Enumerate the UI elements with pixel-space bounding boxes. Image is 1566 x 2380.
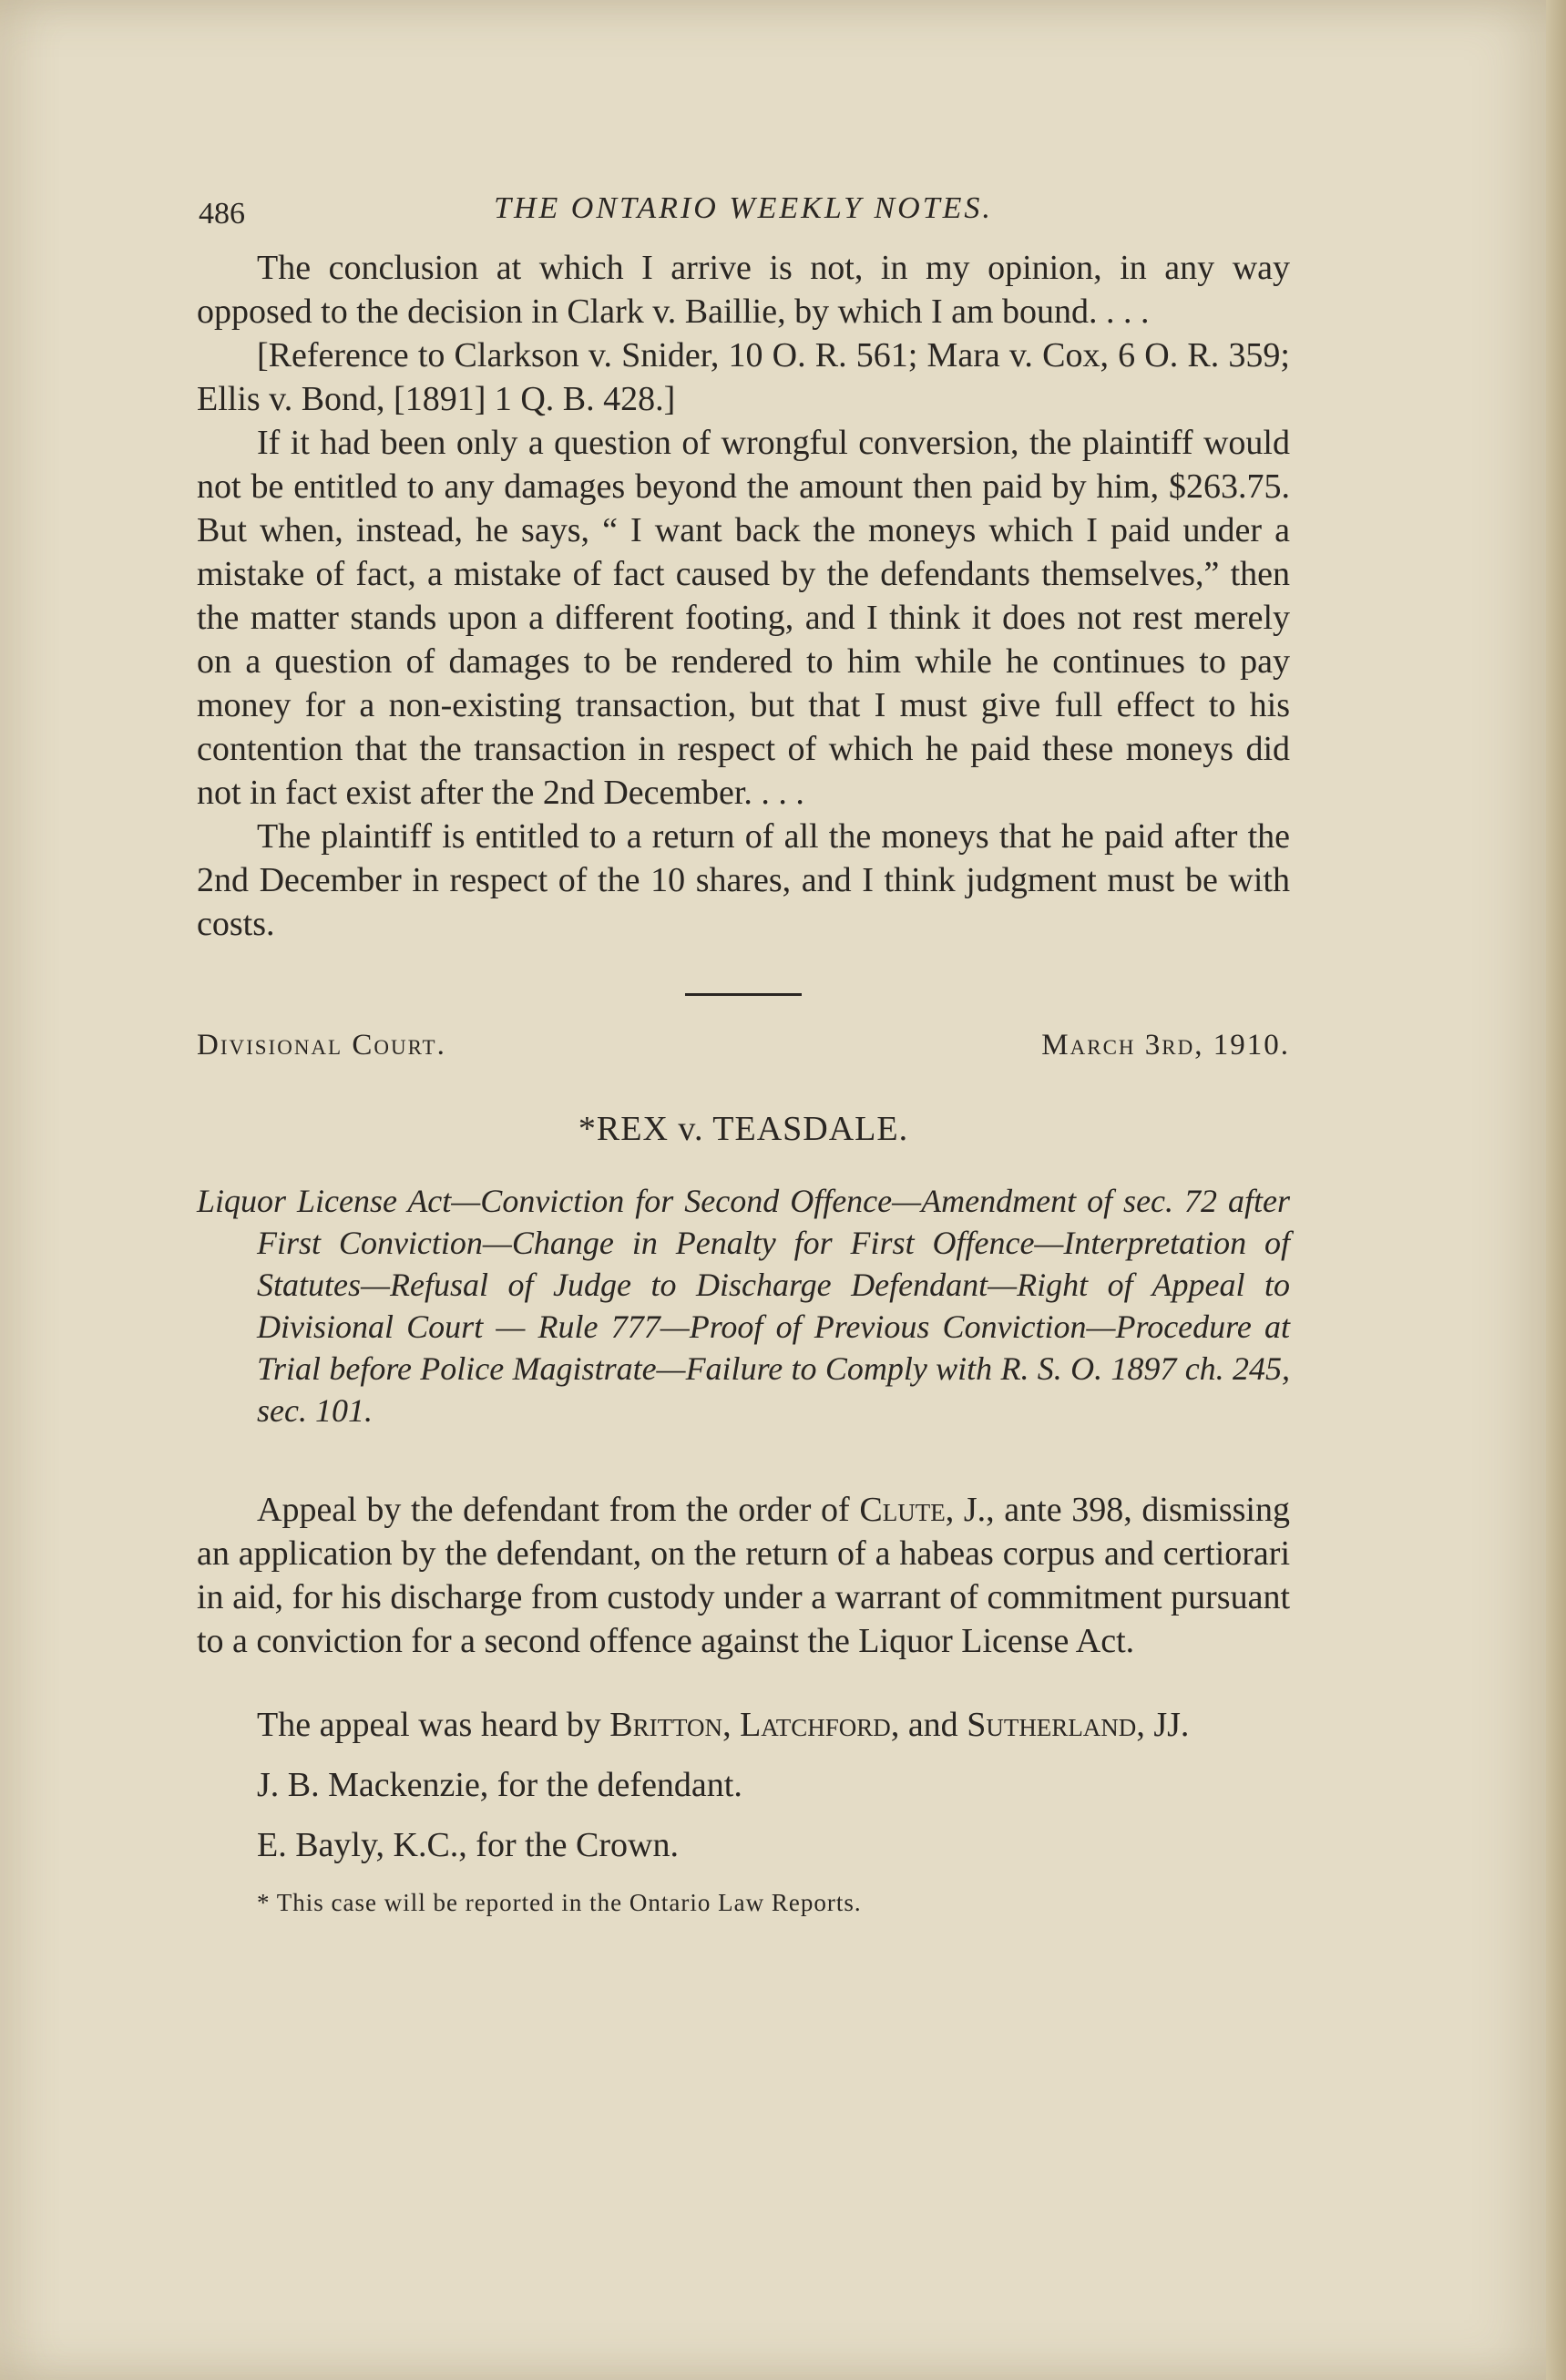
section-divider bbox=[685, 993, 802, 996]
case-title: *REX v. TEASDALE. bbox=[578, 1110, 909, 1148]
previous-case-text bbox=[197, 246, 1290, 946]
page-content bbox=[197, 182, 1290, 1917]
page-header bbox=[197, 182, 1290, 246]
headnote: Liquor License Act—Conviction for Second Offence—Amendment of sec. 72 after First Conviction—Change in Penalty for First Offence—Interpretation of Statutes—Refusal of Judge to Discharge Defendant—Right of Appeal to Divisional Court — Rule 777—Proof of Previous Conviction—Procedure at Trial before Police Magistrate—Failure to Comply with R. S. O. 1897 ch. 245, sec. 101. bbox=[197, 1183, 1290, 1429]
paragraph: If it had been only a question of wrongful conversion, the plaintiff would not be entitled to any damages beyond the amount then paid by him, $263.75. But when, instead, he says, “ I want back the moneys which I paid under a mistake of fact, a mistake of fact caused by the defendants themselves,” then the matter stands upon a different footing, and I think it does not rest merely on a question of damages to be rendered to him while he continues to pay money for a non-existing transaction, but that I must give full effect to his contention that the transaction in respect of which he paid these moneys did not in fact exist after the 2nd December. . . . bbox=[197, 424, 1290, 812]
judge-name: Sutherland bbox=[967, 1706, 1137, 1744]
page-number: 486 bbox=[199, 197, 245, 231]
page-edge bbox=[1546, 0, 1566, 2380]
court-date-line bbox=[197, 1029, 1290, 1083]
counsel-line: J. B. Mackenzie, for the defendant. bbox=[257, 1766, 742, 1804]
appeal-paragraph: Appeal by the defendant from the order of Clute, J., ante 398, dismissing an application by the defendant, on the return of a habeas corpus and certiorari in aid, for his discharge from custody under a warrant of commitment pursuant to a conviction for a second offence against the Liquor License Act. bbox=[197, 1491, 1290, 1660]
paragraph: The plaintiff is entitled to a return of all the moneys that he paid after the 2nd December in respect of the 10 shares, and I think judgment must be with costs. bbox=[197, 817, 1290, 943]
judge-name: Latchford bbox=[740, 1706, 891, 1744]
decision-date: March 3rd, 1910. bbox=[1041, 1029, 1290, 1062]
footnote: * This case will be reported in the Ontario Law Reports. bbox=[257, 1889, 862, 1916]
running-head: THE ONTARIO WEEKLY NOTES. bbox=[494, 191, 993, 225]
judge-name: Clute bbox=[859, 1491, 946, 1529]
heard-paragraph: The appeal was heard by Britton, Latchford, and Sutherland, JJ. bbox=[257, 1706, 1190, 1744]
court-name: Divisional Court. bbox=[197, 1029, 446, 1062]
judge-name: Britton bbox=[609, 1706, 723, 1744]
counsel-line: E. Bayly, K.C., for the Crown. bbox=[257, 1826, 679, 1864]
paragraph: The conclusion at which I arrive is not, in my opinion, in any way opposed to the decision in Clark v. Baillie, by which I am bound. . . . bbox=[197, 249, 1290, 331]
paragraph: [Reference to Clarkson v. Snider, 10 O. R. 561; Mara v. Cox, 6 O. R. 359; Ellis v. Bond, [1891] 1 Q. B. 428.] bbox=[197, 336, 1290, 418]
